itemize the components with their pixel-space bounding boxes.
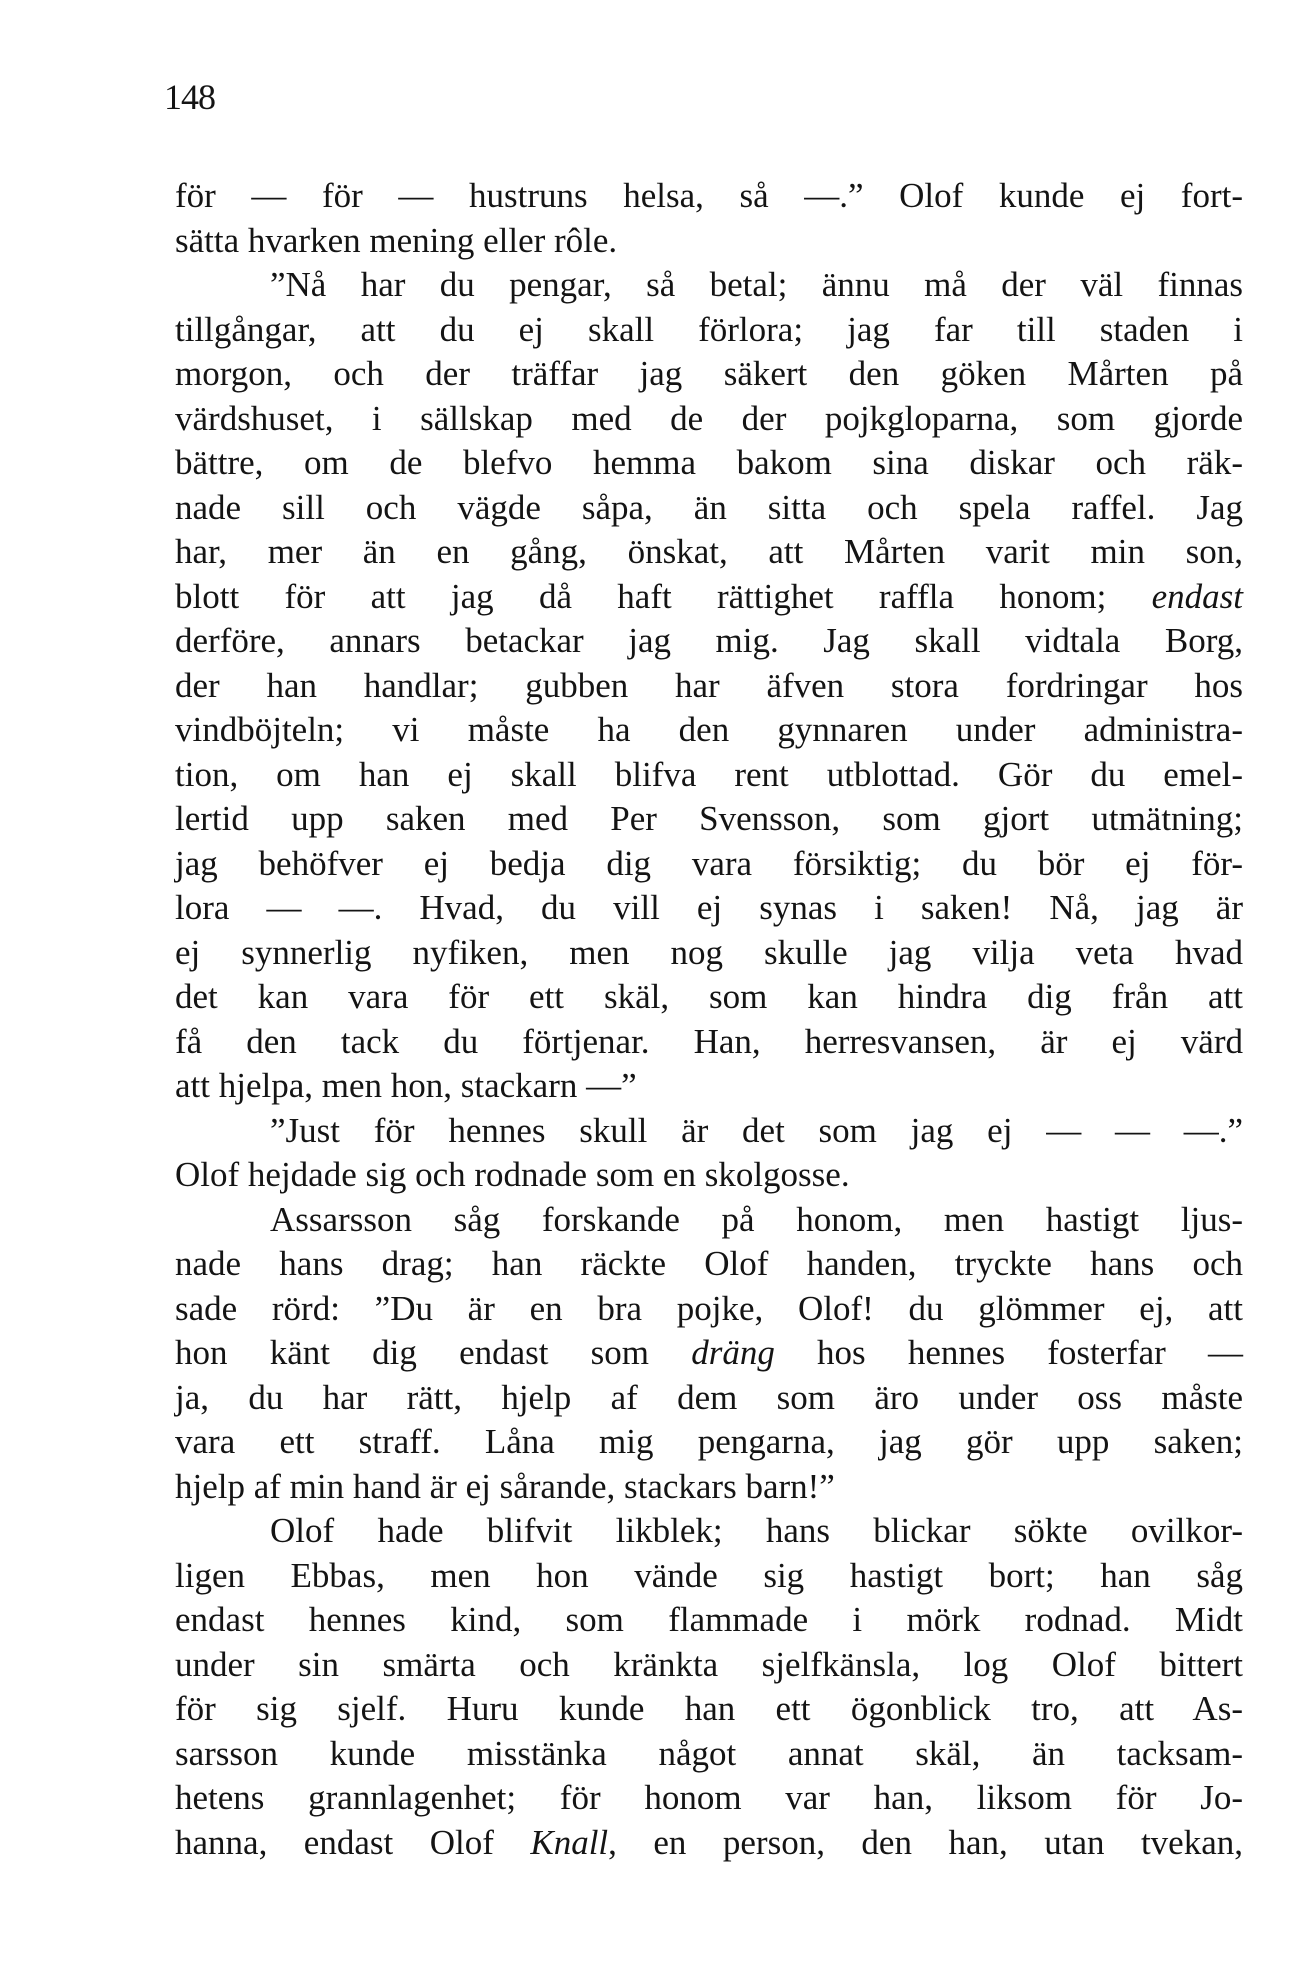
text-line [175, 1198, 1243, 1243]
text-segment: ”Just för hennes skull är det som jag ej — — —.” [270, 1110, 1243, 1150]
text-line [175, 1020, 1243, 1065]
text-line [175, 486, 1243, 531]
text-segment: vindböjteln; vi måste ha den gynnaren under administra- [175, 710, 1243, 749]
text-line [175, 397, 1243, 442]
text-segment: sarsson kunde misstänka något annat skäl, än tacksam- [175, 1733, 1243, 1773]
text-segment: derföre, annars betackar jag mig. Jag skall vidtala Borg, [175, 621, 1243, 660]
text-line [175, 1776, 1243, 1821]
text-segment: sätta hvarken mening eller rôle. [175, 220, 618, 260]
text-line [175, 1287, 1243, 1332]
text-segment: vara ett straff. Låna mig pengarna, jag gör upp saken; [175, 1422, 1243, 1461]
text-segment: endast hennes kind, som flammade i mörk rodnad. Midt [175, 1600, 1243, 1639]
text-line [175, 219, 1243, 264]
page-number: 148 [164, 77, 215, 117]
text-segment: hos hennes fosterfar — [774, 1333, 1243, 1372]
text-line [175, 1509, 1243, 1554]
text-segment: der han handlar; gubben har äfven stora fordringar hos [175, 665, 1243, 705]
italic-text: endast [1151, 576, 1243, 616]
text-line [175, 575, 1243, 620]
text-line [175, 1376, 1243, 1421]
text-segment: nade hans drag; han räckte Olof handen, tryckte hans och [175, 1244, 1243, 1283]
text-segment: sade rörd: ”Du är en bra pojke, Olof! du glömmer ej, att [175, 1288, 1243, 1328]
text-line [175, 842, 1243, 887]
text-line [175, 1331, 1243, 1376]
italic-text: dräng [691, 1333, 775, 1372]
text-line [175, 619, 1243, 664]
text-segment: ligen Ebbas, men hon vände sig hastigt bort; han såg [175, 1555, 1243, 1595]
text-segment: det kan vara för ett skäl, som kan hindra dig från att [175, 977, 1243, 1016]
text-line [175, 530, 1243, 575]
text-segment: tillgångar, att du ej skall förlora; jag far till staden i [175, 309, 1243, 349]
text-segment: få den tack du förtjenar. Han, herresvansen, är ej värd [175, 1021, 1243, 1061]
text-line [175, 1153, 1243, 1198]
text-segment: , en person, den han, utan tvekan, [608, 1822, 1244, 1862]
text-segment: Assarsson såg forskande på honom, men hastigt ljus- [270, 1199, 1243, 1239]
text-line [175, 708, 1243, 753]
text-segment: lora — —. Hvad, du vill ej synas i saken! Nå, jag är [175, 888, 1243, 927]
text-line [175, 352, 1243, 397]
text-line [175, 1554, 1243, 1599]
text-line [175, 797, 1243, 842]
text-segment: för — för — hustruns helsa, så —.” Olof kunde ej fort- [175, 176, 1243, 215]
text-line [175, 1687, 1243, 1732]
text-segment: ”Nå har du pengar, så betal; ännu må der väl finnas [270, 265, 1243, 304]
text-segment: jag behöfver ej bedja dig vara försiktig; du bör ej för- [175, 843, 1243, 883]
text-line [175, 1109, 1243, 1154]
text-segment: ja, du har rätt, hjelp af dem som äro under oss måste [175, 1377, 1243, 1417]
text-segment: har, mer än en gång, önskat, att Mårten varit min son, [175, 532, 1243, 571]
text-segment: hjelp af min hand är ej sårande, stackars barn!” [175, 1466, 835, 1506]
text-segment: bättre, om de blefvo hemma bakom sina diskar och räk- [175, 443, 1243, 482]
text-line [175, 1064, 1243, 1109]
text-line [175, 753, 1243, 798]
text-segment: Olof hade blifvit likblek; hans blickar sökte ovilkor- [270, 1511, 1243, 1550]
body-text [175, 174, 1243, 1865]
text-segment: för sig sjelf. Huru kunde han ett ögonblick tro, att As- [175, 1689, 1243, 1728]
text-segment: blott för att jag då haft rättighet raffla honom; [175, 576, 1152, 616]
text-segment: under sin smärta och kränkta sjelfkänsla, log Olof bittert [175, 1644, 1243, 1684]
text-line [175, 174, 1243, 219]
text-line [175, 441, 1243, 486]
text-line [175, 664, 1243, 709]
text-line [175, 886, 1243, 931]
text-line [175, 1643, 1243, 1688]
text-line [175, 1420, 1243, 1465]
text-line [175, 1598, 1243, 1643]
text-line [175, 1732, 1243, 1777]
text-line [175, 931, 1243, 976]
text-line [175, 975, 1243, 1020]
text-line [175, 1821, 1243, 1866]
text-segment: tion, om han ej skall blifva rent utblottad. Gör du emel- [175, 754, 1243, 794]
text-line [175, 1465, 1243, 1510]
text-segment: ej synnerlig nyfiken, men nog skulle jag vilja veta hvad [175, 932, 1243, 972]
text-segment: hetens grannlagenhet; för honom var han, liksom för Jo- [175, 1778, 1243, 1817]
text-segment: att hjelpa, men hon, stackarn —” [175, 1066, 637, 1105]
text-segment: Olof hejdade sig och rodnade som en skolgosse. [175, 1155, 850, 1194]
text-segment: värdshuset, i sällskap med de der pojkgloparna, som gjorde [175, 398, 1243, 438]
text-line [175, 1242, 1243, 1287]
italic-text: Knall [530, 1822, 609, 1862]
text-segment: hanna, endast Olof [175, 1822, 531, 1862]
text-line [175, 308, 1243, 353]
text-line [175, 263, 1243, 308]
text-segment: nade sill och vägde såpa, än sitta och spela raffel. Jag [175, 487, 1243, 527]
text-segment: hon känt dig endast som [175, 1333, 692, 1372]
text-segment: lertid upp saken med Per Svensson, som gjort utmätning; [175, 799, 1243, 838]
text-segment: morgon, och der träffar jag säkert den göken Mårten på [175, 354, 1243, 393]
